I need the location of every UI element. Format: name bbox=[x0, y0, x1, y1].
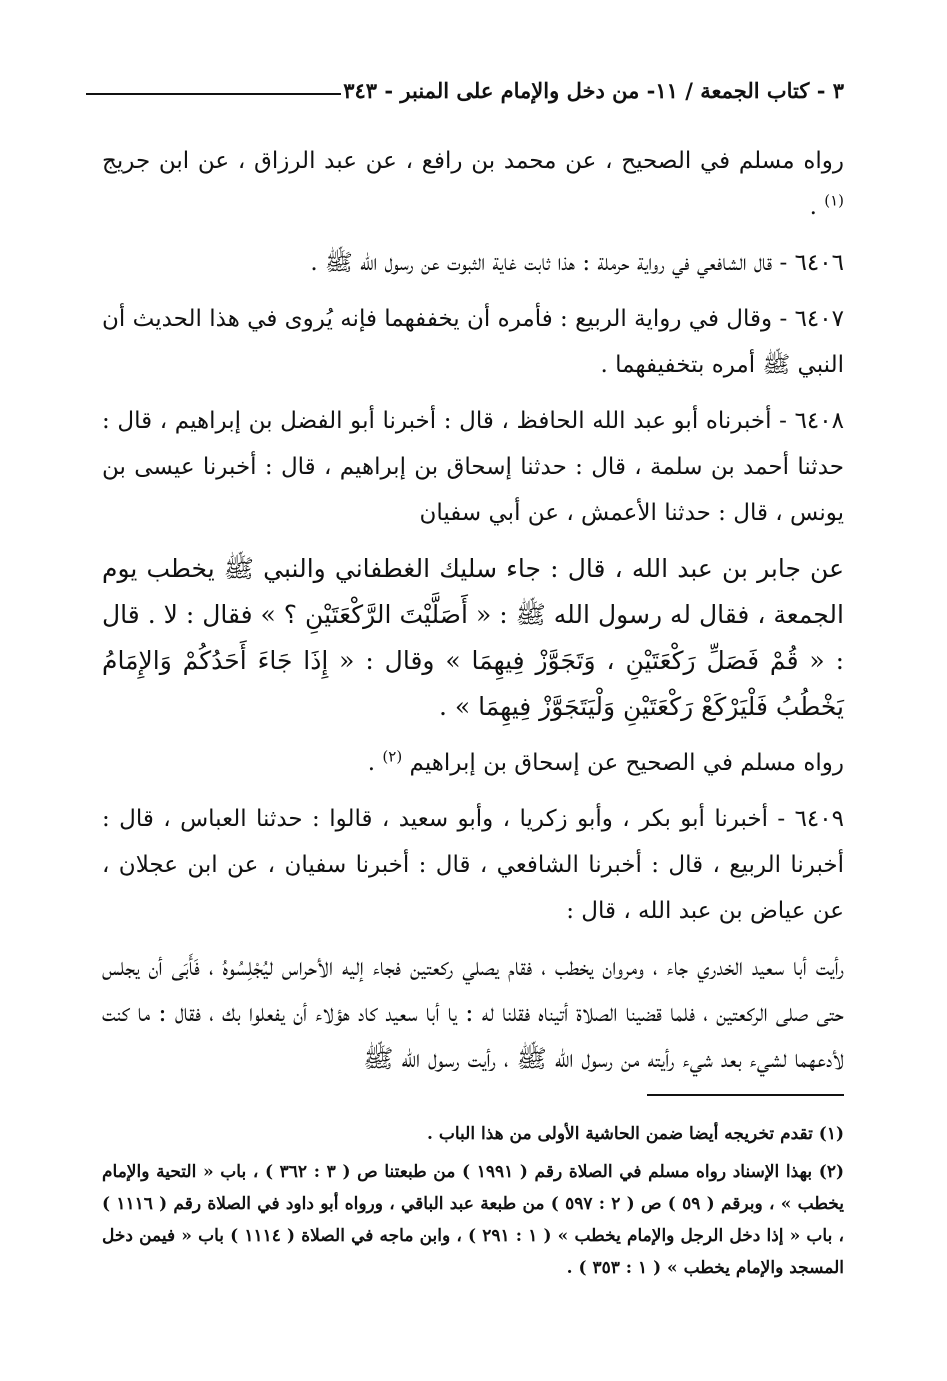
paragraph-1-end: . bbox=[809, 194, 817, 220]
header-rule bbox=[86, 93, 341, 95]
main-text bbox=[102, 138, 844, 1092]
paragraph-6406: ٦٤٠٦ - قال الشافعي في رواية حرملة : هذا ثابت غاية الثبوت عن رسول الله ﷺ . bbox=[310, 250, 844, 276]
footnotes bbox=[102, 1118, 844, 1290]
paragraph-1-text: رواه مسلم في الصحيح ، عن محمد بن رافع ، عن عبد الرزاق ، عن ابن جريج bbox=[102, 148, 844, 174]
paragraph-6409: ٦٤٠٩ - أخبرنا أبو بكر ، وأبو زكريا ، وأبو سعيد ، قالوا : حدثنا العباس ، قال : أخبرنا الربيع ، قال : أخبرنا الشافعي ، قال : أخبرنا سفيان ، عن ابن عجلان ، عن عياض بن عبد الله ، قال : bbox=[102, 806, 844, 924]
paragraph-6407: ٦٤٠٧ - وقال في رواية الربيع : فأمره أن يخففهما فإنه يُروى في هذا الحديث أن النبي ﷺ أمره بتخفيفهما . bbox=[102, 306, 844, 378]
footnote-separator bbox=[647, 1094, 844, 1096]
paragraph-muslim-ishaq bbox=[102, 740, 844, 786]
running-header-title: ٣ - كتاب الجمعة / ١١- من دخل والإمام على المنبر - ٣٤٣ bbox=[343, 78, 844, 103]
paragraph-muslim-ishaq-text: رواه مسلم في الصحيح عن إسحاق بن إبراهيم bbox=[409, 750, 844, 776]
paragraph-muslim-ishaq-end: . bbox=[367, 750, 376, 776]
footnote-1: (١) تقدم تخريجه أيضا ضمن الحاشية الأولى من هذا الباب . bbox=[427, 1124, 844, 1144]
paragraph-1 bbox=[102, 138, 844, 230]
footnote-ref-1: (١) bbox=[824, 191, 844, 210]
running-header bbox=[86, 78, 844, 110]
paragraph-6408: ٦٤٠٨ - أخبرناه أبو عبد الله الحافظ ، قال : أخبرنا أبو الفضل بن إبراهيم ، قال : حدثنا أحمد بن سلمة ، قال : حدثنا إسحاق بن إبراهيم ، قال : أخبرنا عيسى بن يونس ، قال : حدثنا الأعمش ، عن أبي سفيان bbox=[102, 408, 844, 526]
hadith-abu-said: رأيت أبا سعيد الخدري جاء ، ومروان يخطب ، فقام يصلي ركعتين فجاء إليه الأحراس ليُجْلِسُوهُ ، فَأَبَى أن يجلس حتى صلى الركعتين ، فلما قضينا الصلاة أتيناه فقلنا له : يا أبا سعيد كاد هؤلاء أن يفعلوا بك ، فقال : ما كنت لأدعهما لشيء بعد شيء رأيته من رسول الله ﷺ ، رأيت رسول الله ﷺ bbox=[102, 952, 844, 1073]
hadith-jabir: عن جابر بن عبد الله ، قال : جاء سليك الغطفاني والنبي ﷺ يخطب يوم الجمعة ، فقال له رسول الله ﷺ : « أَصَلَّيْتَ الرَّكْعَتَيْنِ ؟ » فقال : لا . قال : « قُمْ فَصَلِّ رَكْعَتَيْنِ ، وَتَجَوَّزْ فِيهِمَا » وقال : « إِذَا جَاءَ أَحَدُكُمْ وَالإِمَامُ يَخْطُبُ فَلْيَرْكَعْ رَكْعَتَيْنِ وَلْيَتَجَوَّزْ فِيهِمَا » . bbox=[102, 554, 844, 721]
footnote-ref-2: (٢) bbox=[382, 747, 403, 766]
footnote-2: (٢) بهذا الإسناد رواه مسلم في الصلاة رقم ( ١٩٩١ ) من طبعتنا ص ( ٣ : ٣٦٢ ) ، باب « التحية والإمام يخطب » ، وبرقم ( ٥٩ ) ص ( ٢ : ٥٩٧ ) من طبعة عبد الباقي ، ورواه أبو داود في الصلاة رقم ( ١١١٦ ) ، باب « إذا دخل الرجل والإمام يخطب » ( ١ : ٢٩١ ) ، وابن ماجه في الصلاة ( ١١١٤ ) باب « فيمن دخل المسجد والإمام يخطب » ( ١ : ٣٥٣ ) . bbox=[102, 1162, 844, 1278]
